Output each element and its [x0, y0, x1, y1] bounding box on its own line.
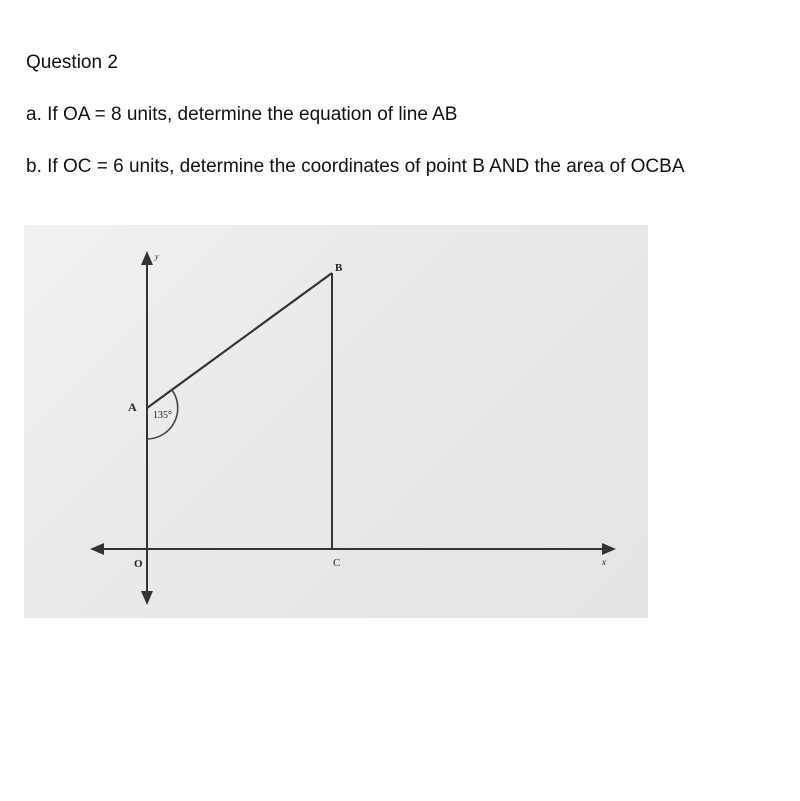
- label-b: B: [335, 262, 343, 274]
- question-part-b: b. If OC = 6 units, determine the coordinates of point B AND the area of OCBA: [26, 156, 685, 177]
- y-axis-top-arrow: [141, 251, 153, 265]
- question-part-a: a. If OA = 8 units, determine the equation of line AB: [26, 104, 458, 125]
- question-title: Question 2: [26, 52, 118, 73]
- line-ab: [147, 273, 332, 408]
- label-c: C: [333, 557, 341, 569]
- label-o: O: [134, 558, 143, 570]
- diagram-photo: [24, 225, 648, 618]
- label-y: y: [155, 252, 159, 261]
- geometry-diagram: [24, 225, 648, 618]
- x-axis-right-arrow: [602, 543, 616, 555]
- y-axis-bottom-arrow: [141, 591, 153, 605]
- x-axis-left-arrow: [90, 543, 104, 555]
- label-a: A: [128, 400, 137, 414]
- angle-label: 135°: [153, 410, 172, 421]
- label-x: x: [602, 557, 606, 567]
